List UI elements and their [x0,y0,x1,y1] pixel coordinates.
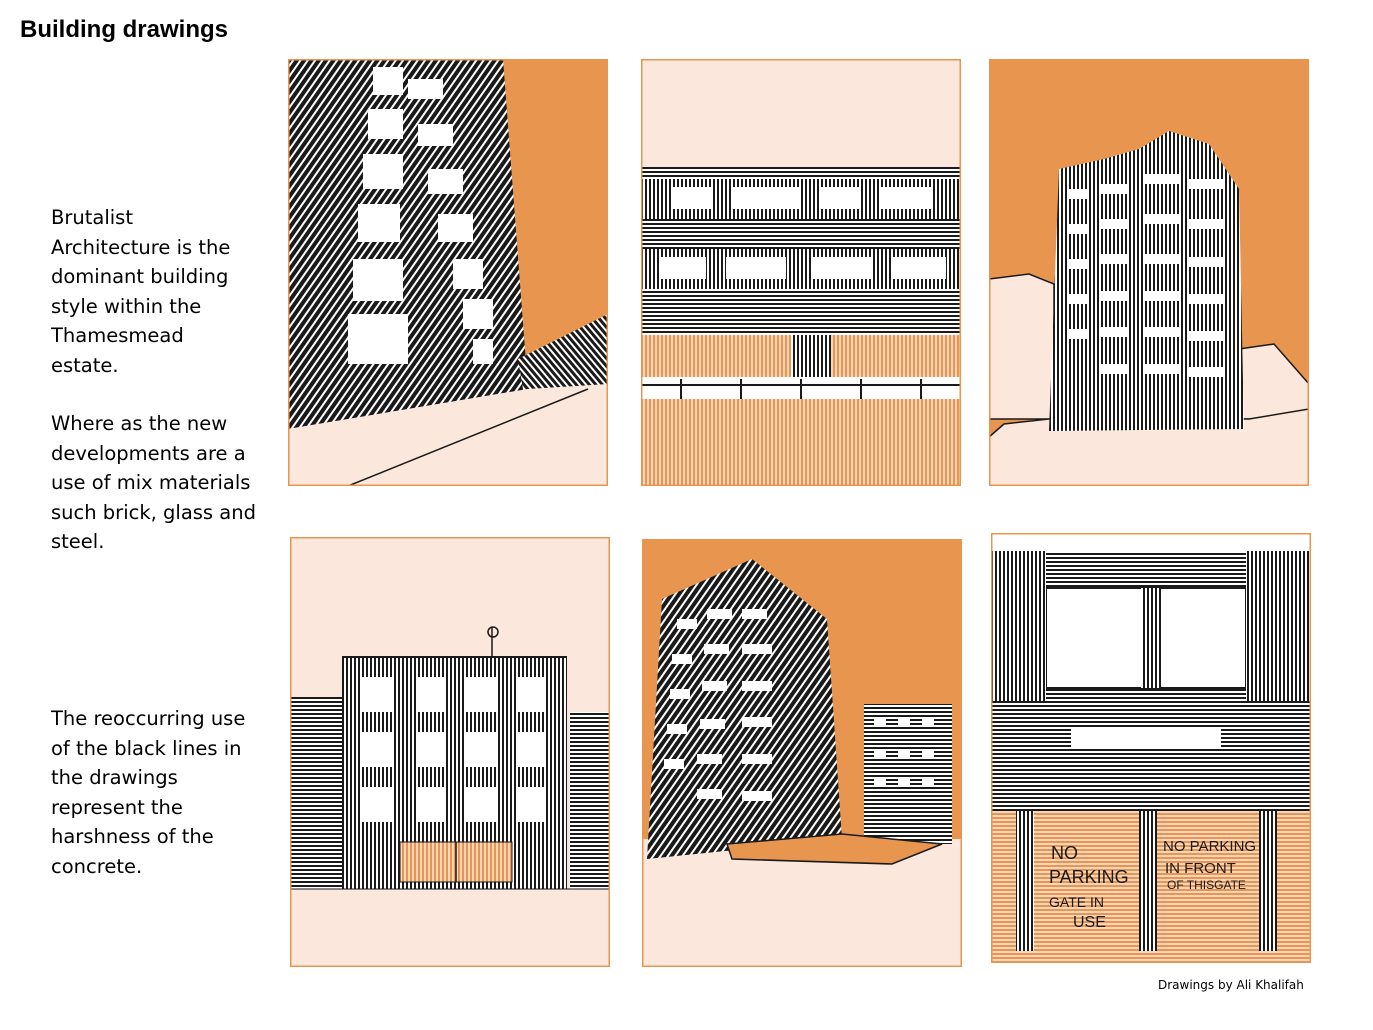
sign-1-line-3: GATE IN [1049,894,1104,910]
sign-2-line-1: NO PARKING [1163,838,1257,855]
sign-1-line-1: NO [1051,843,1078,863]
drawing-new-development [290,537,610,967]
sign-2-line-3: OF THISGATE [1167,878,1246,892]
page-title: Building drawings [20,16,228,43]
sign-1-line-4: USE [1073,914,1106,931]
drawing-twin-towers [642,539,962,967]
intro-paragraph: Brutalist Architecture is the dominant building style within the Thamesmead estate. [51,206,231,377]
drawing-tower-block [989,59,1309,486]
drawing-credit: Drawings by Ali Khalifah [1158,978,1304,992]
sign-2-line-2: IN FRONT [1165,860,1236,877]
sign-1-line-2: PARKING [1049,867,1129,887]
materials-paragraph: Where as the new developments are a use of mix materials such brick, glass and steel. [51,412,256,553]
drawing-parking-gate [991,533,1311,963]
drawing-tower-perspective [288,59,608,486]
lines-paragraph: The reoccurring use of the black lines in the drawings represent the harshness of the concrete. [51,707,246,878]
drawing-block-elevation [641,59,961,486]
